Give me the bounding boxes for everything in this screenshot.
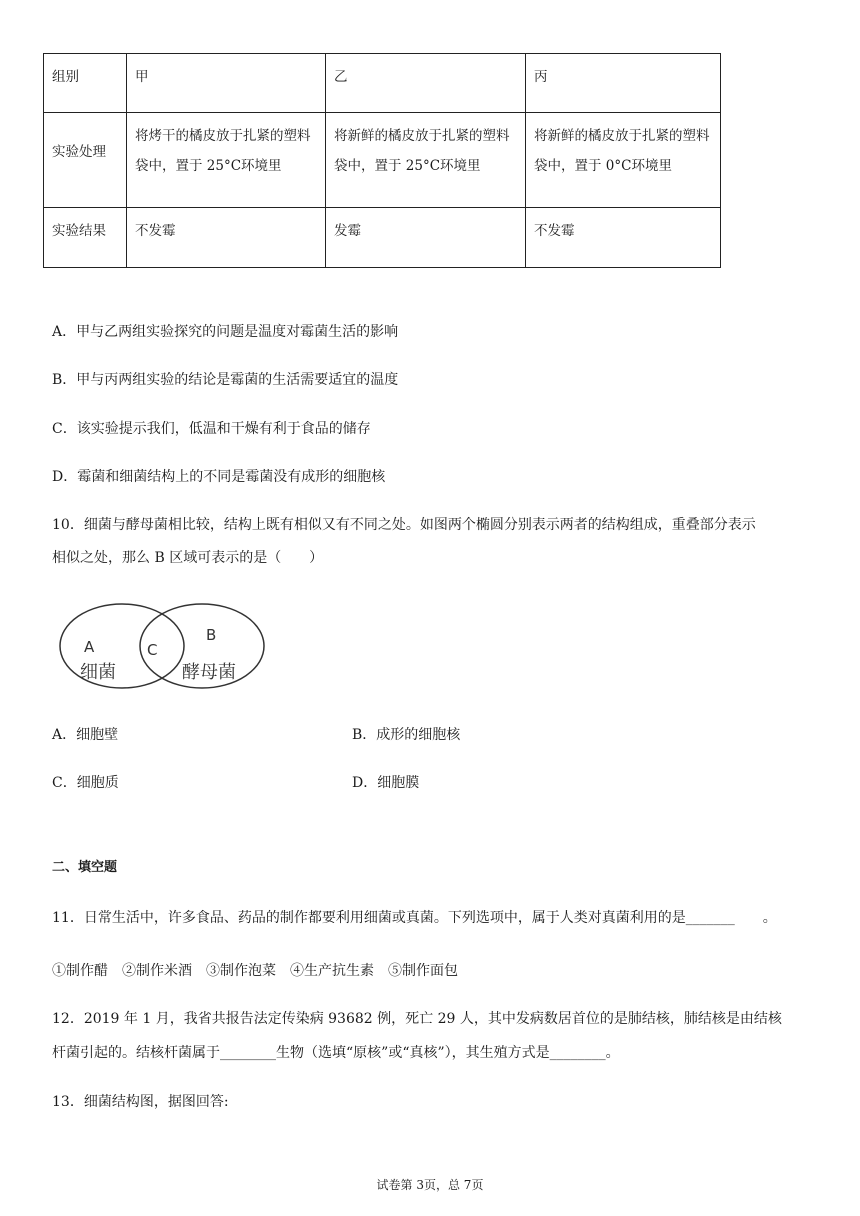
q11-items: ①制作醋 ②制作米酒 ③制作泡菜 ④生产抗生素 ⑤制作面包 [52,963,458,979]
q11-stem: 11．日常生活中，许多食品、药品的制作都要利用细菌或真菌。下列选项中，属于人类对真菌利用的是_______ 。 [52,910,777,926]
q10-option-b: B．成形的细胞核 [352,727,461,743]
q10-option-c: C．细胞质 [52,775,119,791]
table-cell: 将新鲜的橘皮放于扎紧的塑料袋中，置于 25°C环境里 [326,113,526,208]
venn-diagram [54,598,270,694]
label-b: B [206,626,217,644]
q9-option-b: B．甲与丙两组实验的结论是霉菌的生活需要适宜的温度 [52,372,399,388]
table-cell: 发霉 [326,208,526,268]
q12-stem-line2: 杆菌引起的。结核杆菌属于________生物（选填“原核”或“真核”），其生殖方式是________。 [52,1045,620,1061]
section-title: 二、填空题 [52,860,118,875]
table-cell: 实验结果 [44,208,127,268]
table-cell: 不发霉 [526,208,721,268]
table-row [44,208,721,268]
table-row [44,113,721,208]
q9-option-a: A．甲与乙两组实验探究的问题是温度对霉菌生活的影响 [52,324,399,340]
q10-option-d: D．细胞膜 [352,775,420,791]
table-cell: 组别 [44,54,127,113]
experiment-table [43,53,721,268]
q9-option-c: C．该实验提示我们，低温和干燥有利于食品的储存 [52,421,371,437]
q10-stem-line2: 相似之处，那么 B 区域可表示的是（ ） [52,550,324,566]
table-cell: 不发霉 [127,208,326,268]
table-row [44,54,721,113]
bacteria-ellipse [60,604,184,688]
table-cell: 甲 [127,54,326,113]
q10-stem-line1: 10．细菌与酵母菌相比较，结构上既有相似又有不同之处。如图两个椭圆分别表示两者的结构组成，重叠部分表示 [52,517,756,533]
q12-stem-line1: 12．2019 年 1 月，我省共报告法定传染病 93682 例，死亡 29 人，其中发病数居首位的是肺结核，肺结核是由结核 [52,1011,782,1027]
label-c: C [147,641,158,659]
table-cell: 实验处理 [44,113,127,208]
table-cell: 乙 [326,54,526,113]
page-footer: 试卷第 3页，总 7页 [376,1178,484,1192]
label-bacteria: 细菌 [80,662,116,683]
label-yeast: 酵母菌 [182,662,236,683]
table-cell: 将新鲜的橘皮放于扎紧的塑料袋中，置于 0°C环境里 [526,113,721,208]
table-cell: 将烤干的橘皮放于扎紧的塑料袋中，置于 25°C环境里 [127,113,326,208]
q10-option-a: A．细胞壁 [52,727,119,743]
q13-stem: 13．细菌结构图，据图回答: [52,1094,229,1110]
label-a: A [84,638,95,656]
table-cell: 丙 [526,54,721,113]
q9-option-d: D．霉菌和细菌结构上的不同是霉菌没有成形的细胞核 [52,469,386,485]
